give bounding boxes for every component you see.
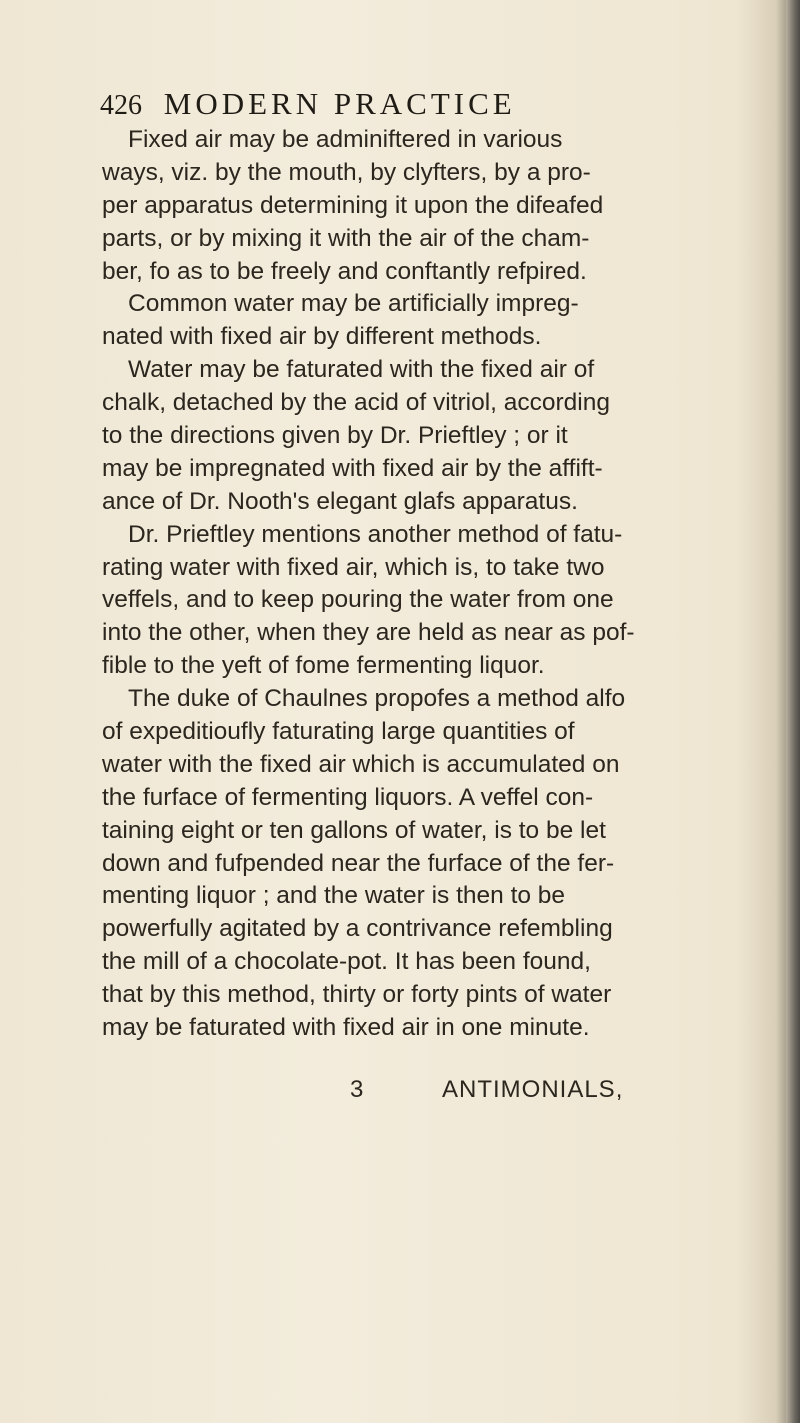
text-line: nated with fixed air by different methods. bbox=[102, 323, 542, 351]
text-line: powerfully agitated by a contrivance refembling bbox=[102, 915, 613, 943]
text-line: to the directions given by Dr. Prieftley ; or it bbox=[102, 422, 568, 450]
text-line: Water may be faturated with the fixed air of bbox=[128, 356, 595, 384]
catchword: ANTIMONIALS, bbox=[442, 1076, 624, 1103]
text-line: ways, viz. by the mouth, by clyfters, by a pro- bbox=[102, 158, 591, 186]
signature-mark: 3 bbox=[350, 1076, 364, 1103]
text-line: Fixed air may be adminiftered in various bbox=[128, 126, 563, 153]
text-line: ber, fo as to be freely and conftantly refpired. bbox=[102, 257, 587, 285]
text-line: chalk, detached by the acid of vitriol, according bbox=[102, 389, 610, 417]
text-line: The duke of Chaulnes propofes a method alfo bbox=[128, 685, 626, 713]
text-line: Common water may be artificially impreg- bbox=[128, 290, 579, 318]
text-line: water with the fixed air which is accumulated on bbox=[102, 750, 620, 778]
page-number: 426 bbox=[100, 90, 142, 121]
text-line: Dr. Prieftley mentions another method of fatu- bbox=[128, 520, 623, 548]
text-line: fible to the yeft of fome fermenting liquor. bbox=[102, 652, 545, 680]
page-edge-shadow bbox=[786, 0, 800, 1423]
running-title: MODERN PRACTICE bbox=[163, 86, 516, 121]
text-line: per apparatus determining it upon the difeafed bbox=[102, 191, 604, 219]
text-line: may be faturated with fixed air in one minute. bbox=[102, 1014, 590, 1042]
text-line: veffels, and to keep pouring the water from one bbox=[102, 586, 614, 614]
text-line: the mill of a chocolate-pot. It has been found, bbox=[102, 948, 591, 976]
text-line: rating water with fixed air, which is, to take two bbox=[102, 553, 605, 581]
page-footer bbox=[102, 1076, 692, 1110]
text-line: of expeditioufly faturating large quantities of bbox=[102, 718, 575, 746]
text-line: into the other, when they are held as near as pof- bbox=[102, 619, 635, 647]
running-header bbox=[100, 86, 516, 122]
text-line: menting liquor ; and the water is then to be bbox=[102, 882, 566, 910]
text-line: that by this method, thirty or forty pints of water bbox=[102, 981, 612, 1009]
body-text bbox=[102, 124, 692, 1045]
text-line: parts, or by mixing it with the air of the cham- bbox=[102, 224, 590, 252]
text-line: may be impregnated with fixed air by the affift- bbox=[102, 454, 603, 482]
text-line: taining eight or ten gallons of water, is to be let bbox=[102, 816, 606, 844]
text-line: down and fufpended near the furface of the fer- bbox=[102, 849, 615, 877]
text-line: the furface of fermenting liquors. A veffel con- bbox=[102, 783, 594, 811]
text-line: ance of Dr. Nooth's elegant glafs apparatus. bbox=[102, 487, 578, 515]
